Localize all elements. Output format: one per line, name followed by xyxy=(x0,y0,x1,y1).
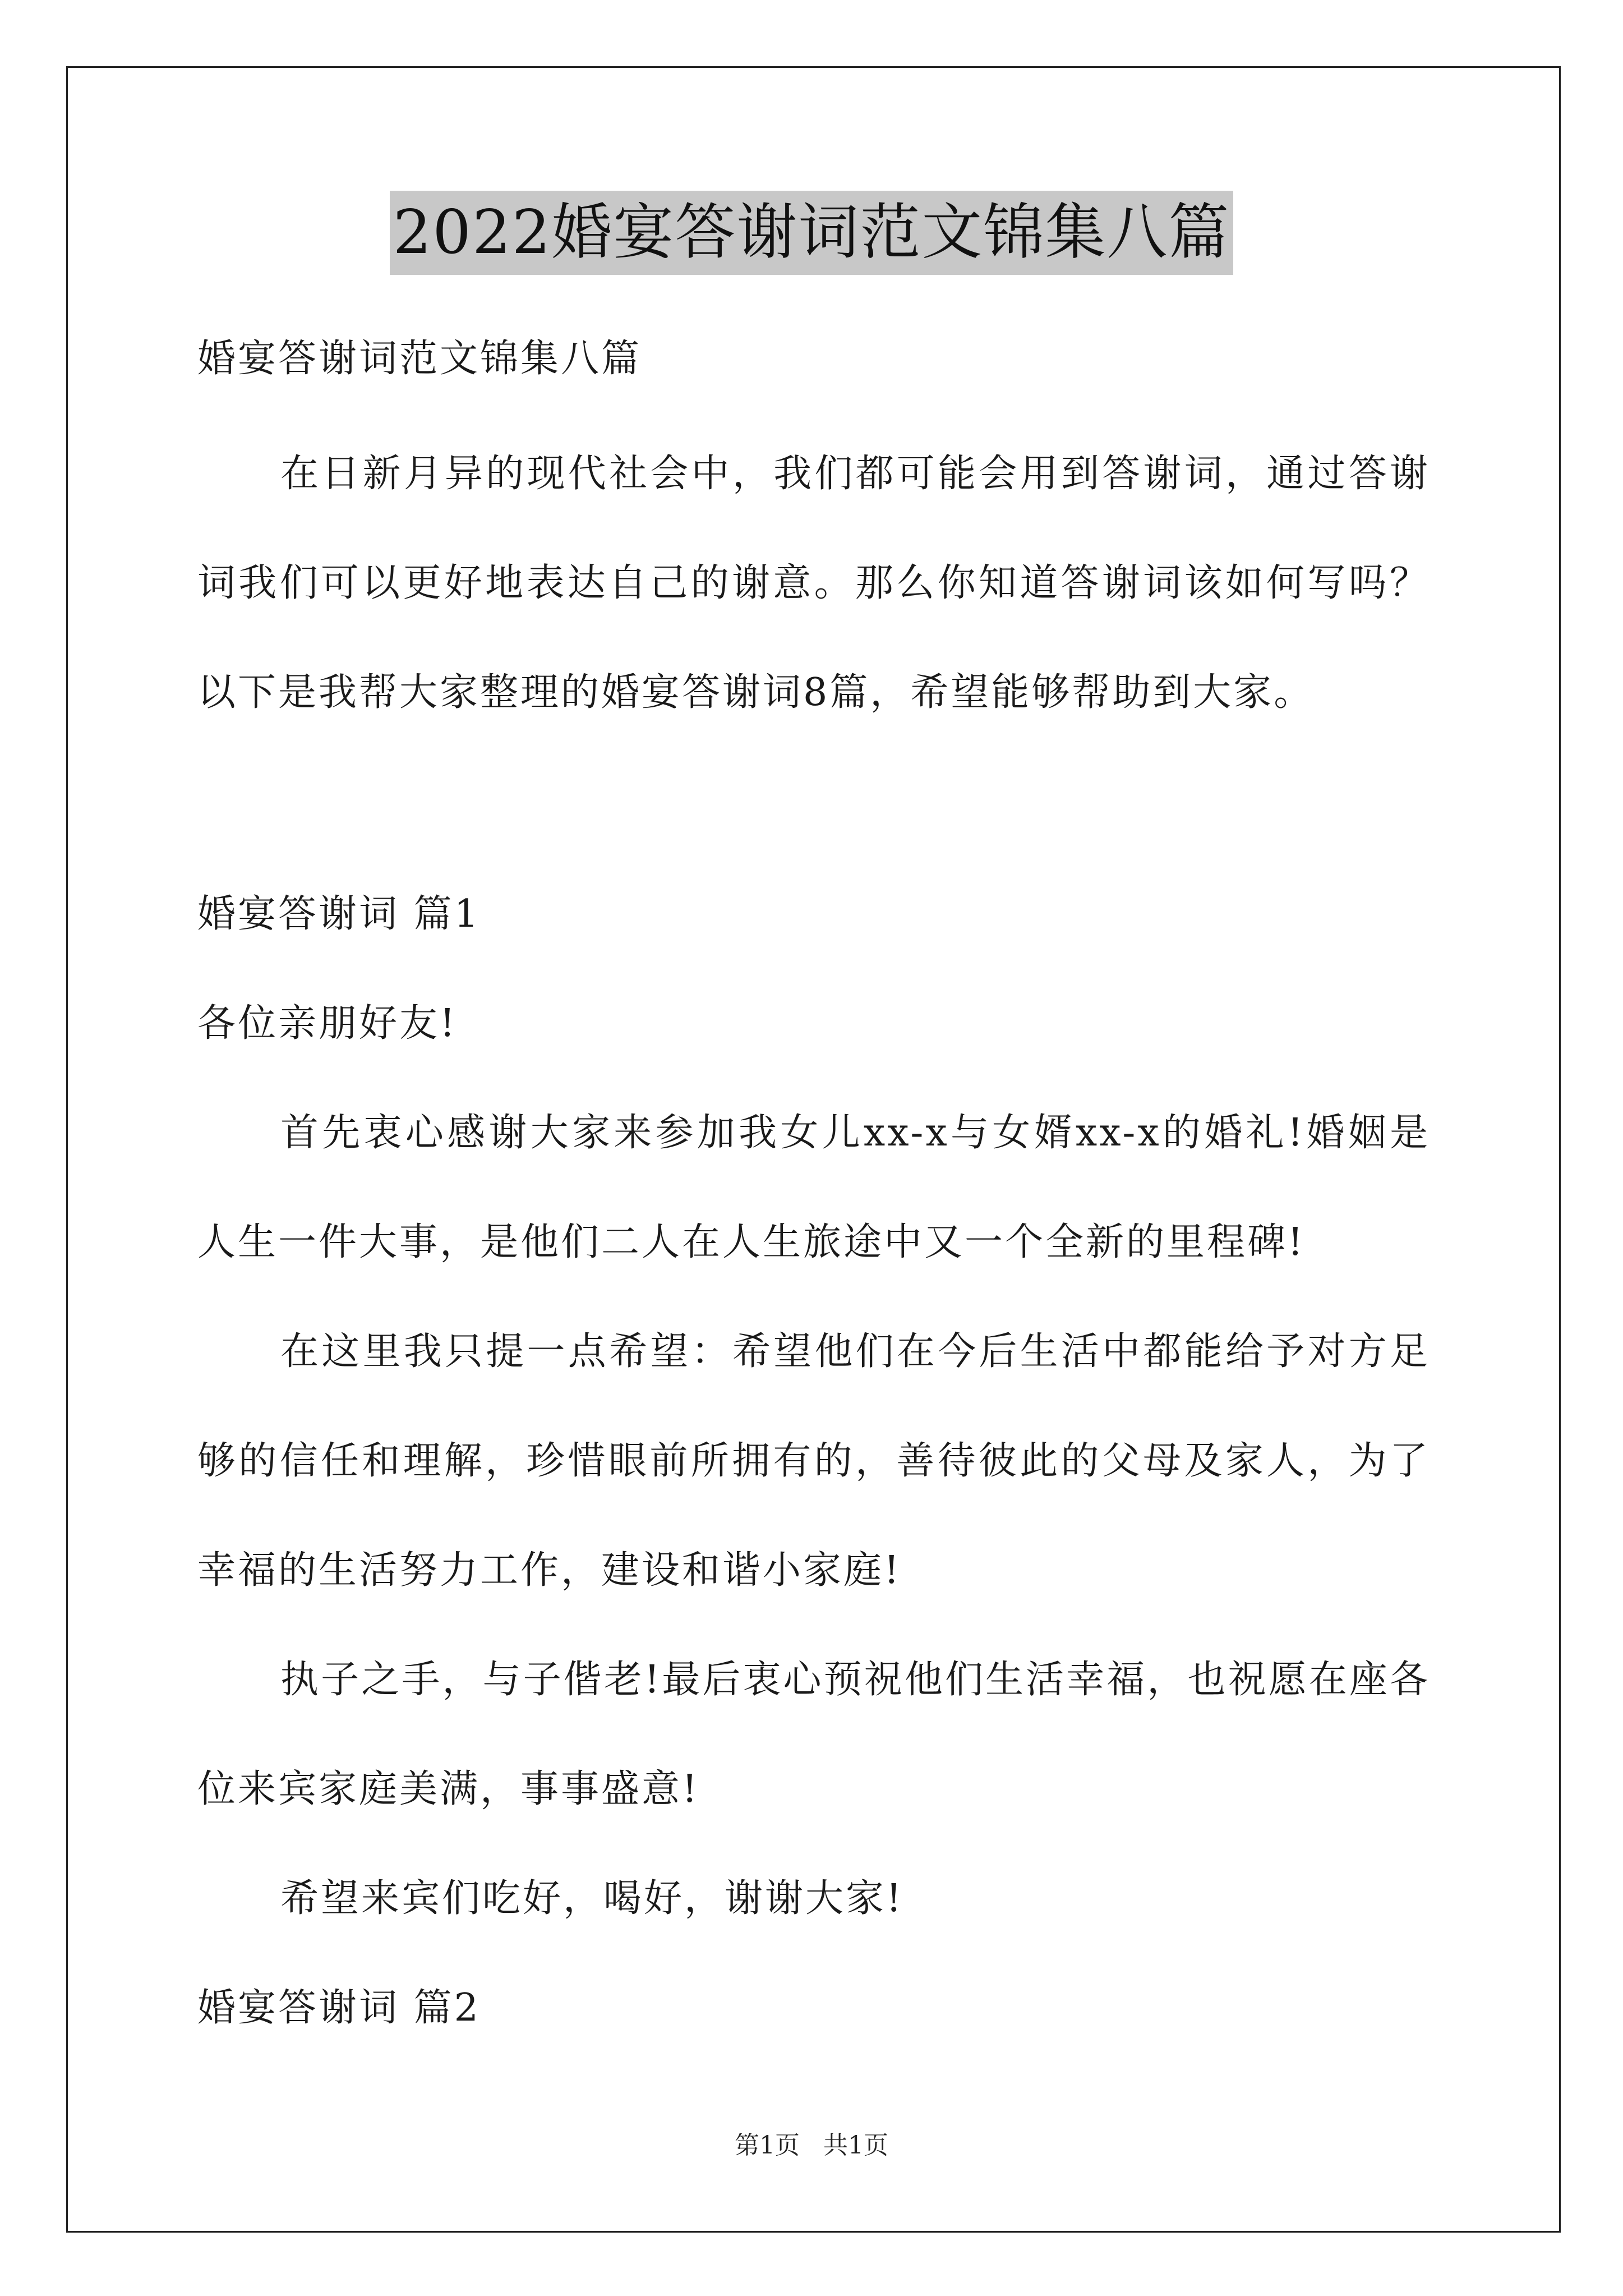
page-number: 第1页 xyxy=(735,2131,800,2160)
title-container xyxy=(0,191,1623,275)
intro-line-2: 词我们可以更好地表达自己的谢意。那么你知道答谢词该如何写吗？ xyxy=(197,561,1430,605)
body-line-2: 人生一件大事，是他们二人在人生旅途中又一个全新的里程碑! xyxy=(197,1220,1306,1264)
subtitle-line: 婚宴答谢词范文锦集八篇 xyxy=(197,337,642,381)
body-line-5: 幸福的生活努力工作，建设和谐小家庭! xyxy=(197,1548,902,1593)
body-line-6: 执子之手，与子偕老!最后衷心预祝他们生活幸福，也祝愿在座各 xyxy=(280,1658,1430,1702)
body-line-1: 首先衷心感谢大家来参加我女儿xx-x与女婿xx-x的婚礼!婚姻是 xyxy=(280,1111,1430,1155)
page-total: 共1页 xyxy=(823,2131,888,2160)
intro-line-3: 以下是我帮大家整理的婚宴答谢词8篇，希望能够帮助到大家。 xyxy=(197,670,1315,715)
intro-line-1: 在日新月异的现代社会中，我们都可能会用到答谢词，通过答谢 xyxy=(280,452,1430,496)
body-line-4: 够的信任和理解，珍惜眼前所拥有的，善待彼此的父母及家人，为了 xyxy=(197,1439,1430,1483)
section-heading-2: 婚宴答谢词 篇2 xyxy=(197,1986,481,2030)
body-line-7: 位来宾家庭美满，事事盛意! xyxy=(197,1767,700,1811)
section-heading-1: 婚宴答谢词 篇1 xyxy=(197,892,481,936)
body-line-8: 希望来宾们吃好，喝好，谢谢大家! xyxy=(280,1876,904,1921)
body-line-3: 在这里我只提一点希望：希望他们在今后生活中都能给予对方足 xyxy=(280,1329,1430,1374)
greeting-line: 各位亲朋好友! xyxy=(197,1001,458,1046)
document-title: 2022婚宴答谢词范文锦集八篇 xyxy=(390,191,1234,275)
page-footer xyxy=(0,2129,1623,2162)
